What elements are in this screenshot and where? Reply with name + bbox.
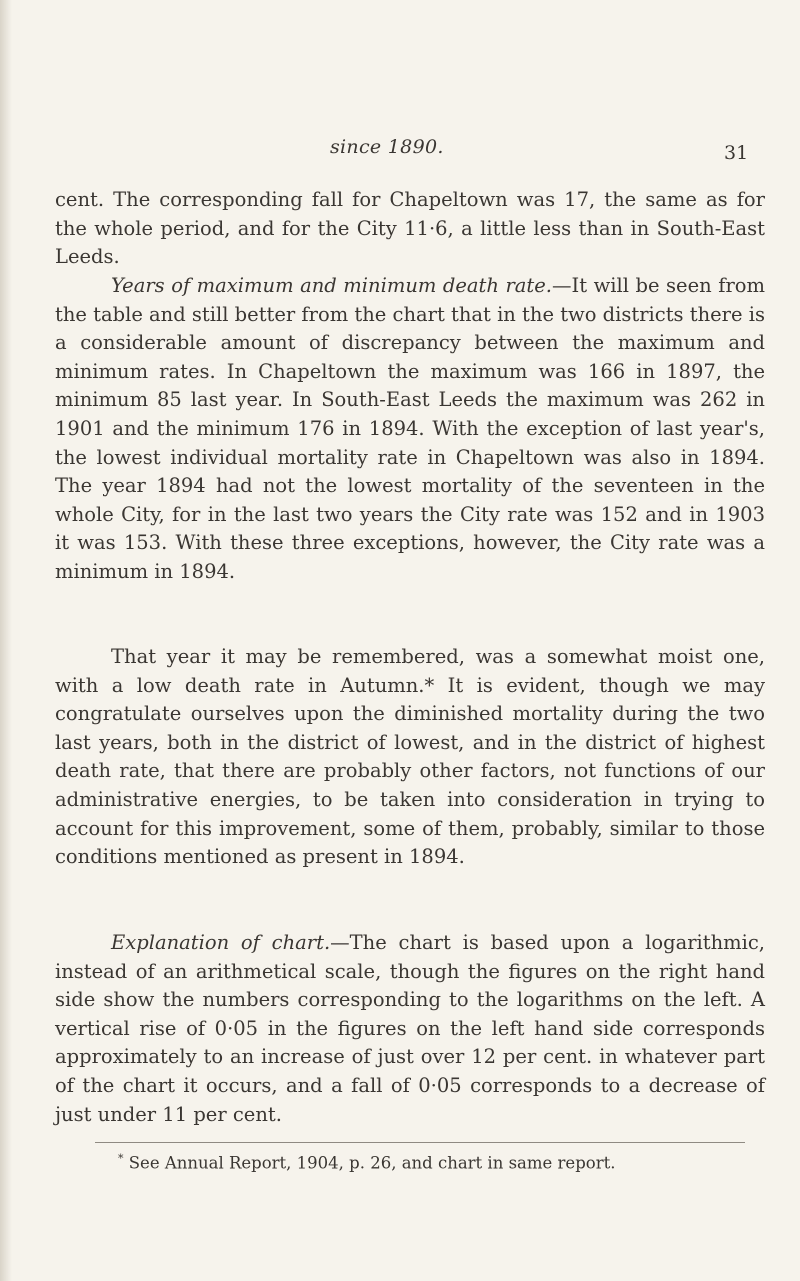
footnote-text: See Annual Report, 1904, p. 26, and chart in same report. [128, 1153, 616, 1173]
paragraph-2-body: —It will be seen from the table and still better from the chart that in the two districts there is a considerable amount of discrepancy between the maximum and minimum rates. In Chapeltown the maximum was 166 in 1897, the minimum 85 last year. In South-East Leeds the maximum was 262 in 1901 and the minimum 176 in 1894. With the exception of last year's, the lowest individual mortality rate in Chapeltown was also in 1894. The year 1894 had not the lowest mortality of the seventeen in the whole City, for in the last two years the City rate was 152 and in 1903 it was 153. With these three exceptions, however, the City rate was a minimum in 1894. [55, 274, 765, 583]
paragraph-4-heading: Explanation of chart. [111, 931, 331, 954]
footnote-marker: * [118, 1152, 124, 1165]
footnote [118, 1148, 758, 1175]
paragraph-4 [55, 929, 765, 1129]
paragraph-4-body: —The chart is based upon a logarithmic, instead of an arithmetical scale, though the figures on the right hand side show the numbers corresponding to the logarithms on the left. A vertical rise of 0·05 in the figures on the left hand side corresponds approximately to an increase of just over 12 per cent. in whatever part of the chart it occurs, and a fall of 0·05 corresponds to a decrease of just under 11 per cent. [55, 931, 765, 1126]
paragraph-3: That year it may be remembered, was a somewhat moist one, with a low death rate in Autumn.* It is evident, though we may congratulate ourselves upon the diminished mortality during the two last years, both in the district of lowest, and in the district of highest death rate, that there are probably other factors, not functions of our administrative energies, to be taken into consideration in trying to account for this improvement, some of them, probably, similar to those conditions mentioned as present in 1894. [55, 645, 765, 869]
page-number: 31 [724, 142, 749, 164]
footnote-divider [95, 1142, 745, 1143]
paragraph-2-heading: Years of maximum and minimum death rate. [111, 274, 552, 297]
page-edge-shadow [0, 0, 12, 1281]
running-title: since 1890. [330, 136, 444, 158]
paragraph-2 [55, 272, 765, 587]
paragraph-1: cent. The corresponding fall for Chapeltown was 17, the same as for the whole period, and for the City 11·6, a little less than in South-East Leeds. [55, 188, 765, 269]
